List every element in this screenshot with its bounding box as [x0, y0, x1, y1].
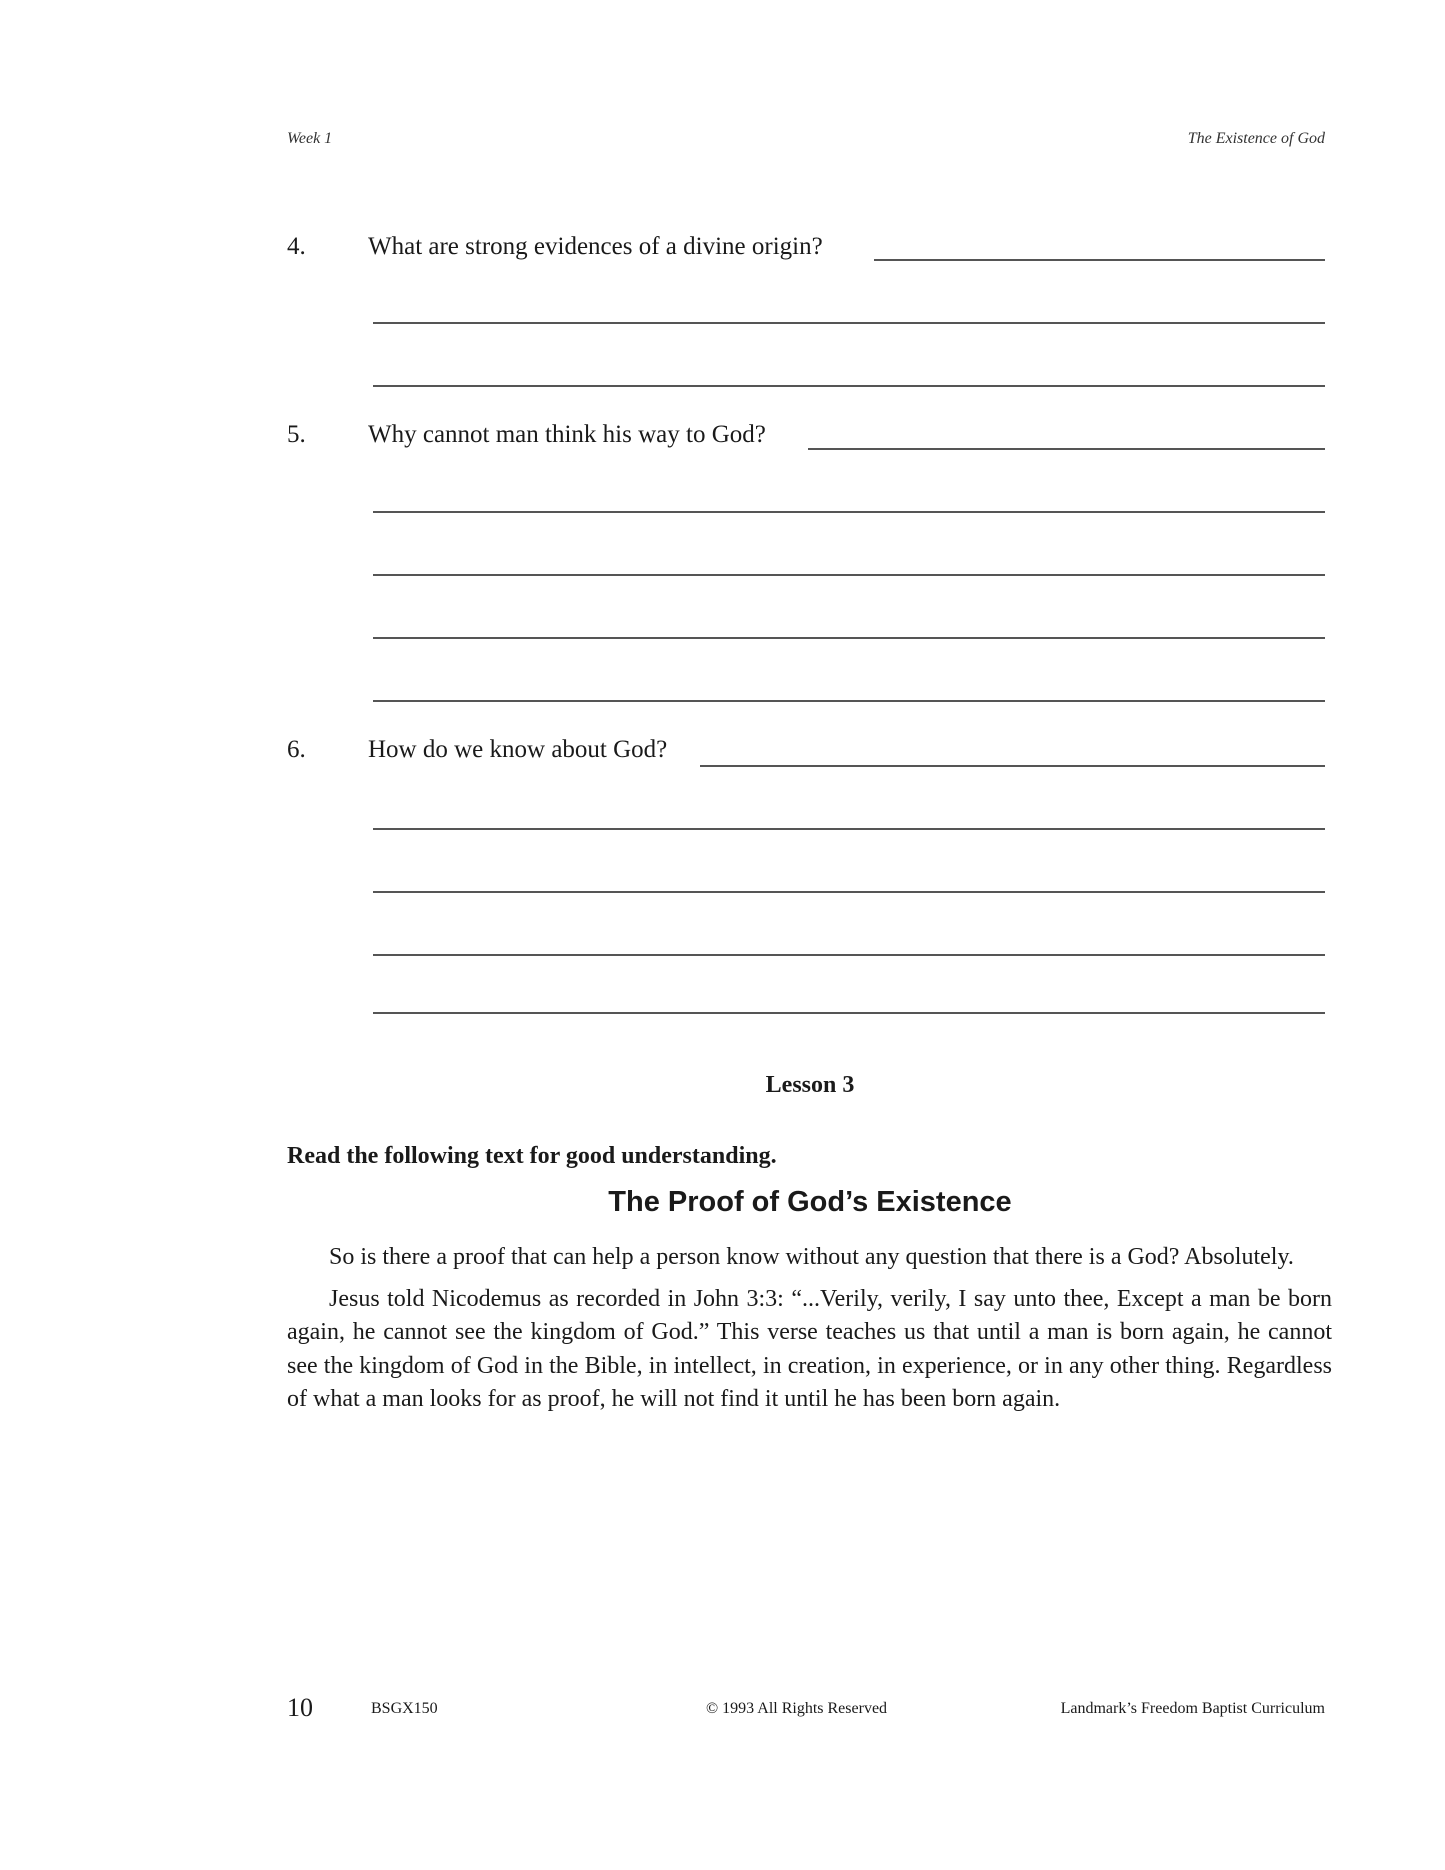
footer-copyright: © 1993 All Rights Reserved: [706, 1700, 888, 1717]
question-number: 6.: [287, 736, 306, 763]
header-chapter-title: The Existence of God: [1187, 130, 1325, 147]
answer-line[interactable]: [373, 322, 1325, 324]
question-number: 5.: [287, 421, 306, 448]
header-week: Week 1: [287, 130, 333, 147]
question-text: Why cannot man think his way to God?: [368, 421, 766, 448]
answer-line[interactable]: [373, 637, 1325, 639]
answer-line[interactable]: [373, 385, 1325, 387]
answer-line[interactable]: [808, 448, 1325, 450]
lesson-body: [287, 1241, 1332, 1425]
lesson-title: The Proof of God’s Existence: [608, 1186, 1012, 1218]
paragraph: So is there a proof that can help a person know without any question that there is a God? Absolutely.: [329, 1244, 1294, 1270]
answer-line[interactable]: [874, 259, 1325, 261]
footer-code: BSGX150: [371, 1700, 438, 1717]
answer-line[interactable]: [700, 765, 1325, 767]
answer-line[interactable]: [373, 954, 1325, 956]
answer-line[interactable]: [373, 700, 1325, 702]
question-text: How do we know about God?: [368, 736, 668, 763]
answer-line[interactable]: [373, 1012, 1325, 1014]
answer-line[interactable]: [373, 828, 1325, 830]
question-number: 4.: [287, 233, 306, 260]
answer-line[interactable]: [373, 891, 1325, 893]
answer-line[interactable]: [373, 574, 1325, 576]
question-text: What are strong evidences of a divine origin?: [368, 233, 823, 260]
lesson-instruction: Read the following text for good understanding.: [287, 1143, 777, 1169]
page-number: 10: [287, 1693, 313, 1722]
footer-publisher: Landmark’s Freedom Baptist Curriculum: [1060, 1700, 1325, 1717]
answer-line[interactable]: [373, 511, 1325, 513]
paragraph: Jesus told Nicodemus as recorded in John 3:3: “...Verily, verily, I say unto thee, Except a man be born again, he cannot see the kingdom of God.” This verse teaches us that until a man is born again, he cannot see the kingdom of God in the Bible, in intellect, in creation, in experience, or in any other thing. Regardless of what a man looks for as proof, he will not find it until he has been born again.: [287, 1285, 1332, 1412]
lesson-heading: Lesson 3: [765, 1072, 855, 1098]
